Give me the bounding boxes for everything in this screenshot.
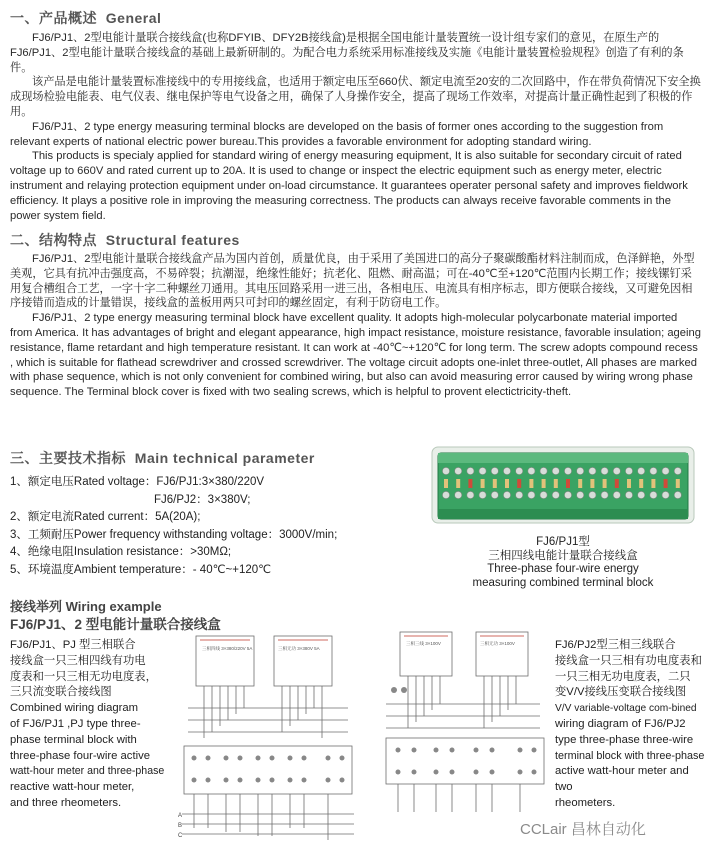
terminal-screw [552,491,559,498]
terminal-link [493,479,497,488]
terminal-screw [674,491,681,498]
meter-box [476,632,528,676]
section-title-technical [10,448,315,468]
param-rated-voltage: 1、额定电压Rated voltage：FJ6/PJ1:3×380/220V [10,476,265,488]
terminal-link [481,479,485,488]
section-title-en: Main technical parameter [134,450,315,466]
meter-c-label: 三相三线 3×100V [406,641,441,646]
phase-a-label: A [178,813,183,819]
description-line: 变V/V接线压变联合接线图 [555,686,687,699]
description-line: 一只三相无功电度表，二只 [555,670,691,683]
phase-c-label: C [178,833,183,839]
terminal-link [542,479,546,488]
wiring-example-title: 接线举列 Wiring example [10,599,162,614]
description-line: FJ6/PJ2型三相三线联合 [555,639,676,651]
terminal-screw [650,491,657,498]
brand-watermark: CCLair 昌林自动化 [520,821,646,838]
terminal-screw [564,491,571,498]
terminal-screw [516,467,523,474]
terminal-link [578,479,582,488]
terminal-screw [540,491,547,498]
terminal-screw [540,467,547,474]
terminal-link [603,479,607,488]
caption-line: Three-phase four-wire energy [487,563,639,575]
terminal-screw [552,467,559,474]
section-title-en: Structural features [105,232,240,248]
paragraph: FJ6/PJ1、2型电能计量联合接线盒产品为国内首创，质量优良，由于采用了美国进口的高分子聚碳酸酯材料注制而成，色泽鲜艳，外型美观，它具有抗冲击强度高，不易碎裂；抗潮湿，绝缘性能好；抗老化、阻燃、耐高温；可在-40℃至+120℃范围内长期工作；接线镙钉采用复合槽组合工艺，一字十字二种螺丝刀通用。其电压回路采用一进三出，各相电压、电流具有相序标志，即方便联合接线，又可避免因相序接错而造成的计量错误，接线盒的盖板用两只可封印的螺丝固定，有利于防窃电工作。 [10,253,695,310]
terminal-screw [491,491,498,498]
terminal-screw [577,467,584,474]
terminal-screw [650,467,657,474]
meter-box [400,632,452,676]
terminal-screw [638,467,645,474]
terminal-link [639,479,643,488]
paragraph: FJ6/PJ1、2 type energy measuring terminal blocks are developed on the basis of former ones according to the suggestion from relevant experts of national electric power bureau.This provides a favorable environment for adopting standard wiring. [10,120,664,148]
description-line: type three-phase three-wire [555,733,694,746]
terminal-link [664,479,668,488]
terminal-screw [638,491,645,498]
terminal-screw [662,467,669,474]
paragraph: 该产品是电能计量装置标准接线中的专用接线盒，也适用于额定电压至660伏、额定电流至20安的二次回路中，作在带负荷情况下安全换成现场检验电能表、电气仪表、继电保护等电气设备之用，确保了人身操作安全，提高了现场工作效率，对提高计量正确性起到了积极的作用。 [10,76,701,118]
terminal-screw [455,467,462,474]
section-title-en: General [105,10,162,26]
section-title-general [10,8,161,28]
paragraph: This products is specialy applied for standard wiring of energy measuring equipment, It is also suitable for secondary circuit of rated voltage up to 660V and rated current up to 20A. It is used to change or inspect the electric equipment such as energy meter, electric instrument and relaying protection equipment under on-load circumstance. It guarantees operater personal safety and improves fieldwork efficiency. It plays a positive role in improving the measuring correctness. The products can always receive favorable comments in the power system field. [10,150,688,222]
description-line: rheometers. [555,796,616,809]
terminal-screw [625,491,632,498]
param-rated-current: 2、额定电流Rated current：5A(20A); [10,511,201,523]
param-insulation: 4、绝缘电阻Insulation resistance：>30MΩ; [10,546,232,558]
terminal-screw [674,467,681,474]
description-line: phase terminal block with [10,733,137,746]
description-line: Combined wiring diagram [10,702,139,715]
meter-box [274,636,332,686]
terminal-link [615,479,619,488]
terminal-screw [467,467,474,474]
meter-b-label: 三相无功 3×380V 5A [278,646,320,651]
terminal-link [554,479,558,488]
caption-line: measuring combined terminal block [472,576,654,589]
description-line: 接线盒一只三相有功电度表和 [555,654,702,667]
description-line: and three rheometers. [10,796,122,809]
terminal-screw [528,467,535,474]
terminal-link [517,479,521,488]
terminal-screw [625,467,632,474]
description-line: watt-hour meter and three-phase [10,765,165,778]
terminal-screw [467,491,474,498]
terminal-link [590,479,594,488]
phase-b-label: B [178,823,183,829]
left-diagram-description [10,638,182,812]
meter-box [196,636,254,686]
description-line: 三只流变联合接线图 [10,686,112,699]
description-line: wiring diagram of FJ6/PJ2 [555,717,686,730]
description-line: reactive watt-hour meter, [10,781,135,794]
terminal-screw [601,491,608,498]
terminal-link [566,479,570,488]
wiring-diagram-pj1 [178,628,363,846]
terminal-screw [442,491,449,498]
terminal-screw [528,491,535,498]
description-line: 接线盒一只三相四线有功电 [10,654,146,667]
terminal-link [627,479,631,488]
parameter-list [10,474,337,579]
description-line: of FJ6/PJ1 ,PJ type three- [10,717,141,730]
general-text [10,31,702,223]
terminal-screw [662,491,669,498]
terminal-link [529,479,533,488]
terminal-screw [613,491,620,498]
description-line: V/V variable-voltage com-bined [555,703,697,715]
terminal-screw [613,467,620,474]
description-line: 度表和一只三相无功电度表， [10,670,157,683]
right-diagram-description [555,638,705,812]
section-number: 三、主要技术指标 [10,450,126,466]
description-line: active watt-hour meter and two [555,765,689,794]
terminal-box [386,738,544,784]
terminal-screw [601,467,608,474]
section-title-structural [10,230,240,250]
wiring-product-title: FJ6/PJ1、2 型电能计量联合接线盒 [10,617,221,632]
section-number: 一、产品概述 [10,10,97,26]
terminal-link [444,479,448,488]
terminal-screw [589,467,596,474]
terminal-link [505,479,509,488]
param-withstanding-voltage: 3、工频耐压Power frequency withstanding voltage：3000V/min; [10,528,338,541]
terminal-screw [516,491,523,498]
terminal-link [468,479,472,488]
terminal-screw [503,467,510,474]
caption-line: FJ6/PJ1型 [536,536,590,548]
terminal-screw [564,467,571,474]
terminal-screw [442,467,449,474]
section-number: 二、结构特点 [10,232,97,248]
terminal-screw [503,491,510,498]
terminal-block-photo [430,441,696,525]
terminal-screw [455,491,462,498]
param-rated-voltage-pj2: FJ6/PJ2：3×380V; [154,493,251,506]
wiring-diagram-pj2 [380,628,550,818]
terminal-link [456,479,460,488]
param-temperature: 5、环境温度Ambient temperature：- 40℃~+120℃ [10,563,272,576]
structural-text [10,252,702,400]
meter-d-label: 三相无功 3×100V [480,641,515,646]
terminal-screw [479,491,486,498]
terminal-screw [491,467,498,474]
photo-caption [424,536,702,590]
paragraph: FJ6/PJ1、2 type energy measuring terminal block have excellent quality. It adopts high-molecular polycarbonate material imported from America. It has advantages of bright and elegant appearance, high impact resistance, moisture resistance, favorable insulation; ageing resistance, flame retardant and high temperature resistant. It can work at -40℃~+120℃ for long term. The screw adopts compound recess , which is suitable for flathead screwdriver and crossed screwdriver. The voltage circuit adopts one-inlet three-outlet, All phases are marked with phase sequence, which is not only convenient for combined wiring, but also can avoid measuring error caused by wiring wrong phase sequence. The Terminal block cover is fixed with two sealing screws, which is helpful to provent electictricity-theft. [10,312,701,399]
description-line: FJ6/PJ1、PJ 型三相联合 [10,639,136,651]
terminal-screw [577,491,584,498]
terminal-screw [479,467,486,474]
paragraph: FJ6/PJ1、2型电能计量联合接线盒(也称DFYIB、DFY2B接线盒)是根据全国电能计量装置统一设计组专家们的意见，在原生产的FJ6/PJ1、2型电能计量联合接线盒的基础上最新研制的。为配合电力系统采用标准接线及实施《电能计量装置检验规程》创造了有利的条件。 [10,32,684,74]
terminal-link [676,479,680,488]
terminal-box [184,746,352,794]
terminal-link [651,479,655,488]
meter-a-label: 三相四线 3×380/220V 5A [202,646,253,651]
description-line: three-phase four-wire active [10,749,151,762]
caption-line: 三相四线电能计量联合接线盒 [488,549,638,562]
terminal-screw [589,491,596,498]
description-line: terminal block with three-phase [555,749,705,762]
